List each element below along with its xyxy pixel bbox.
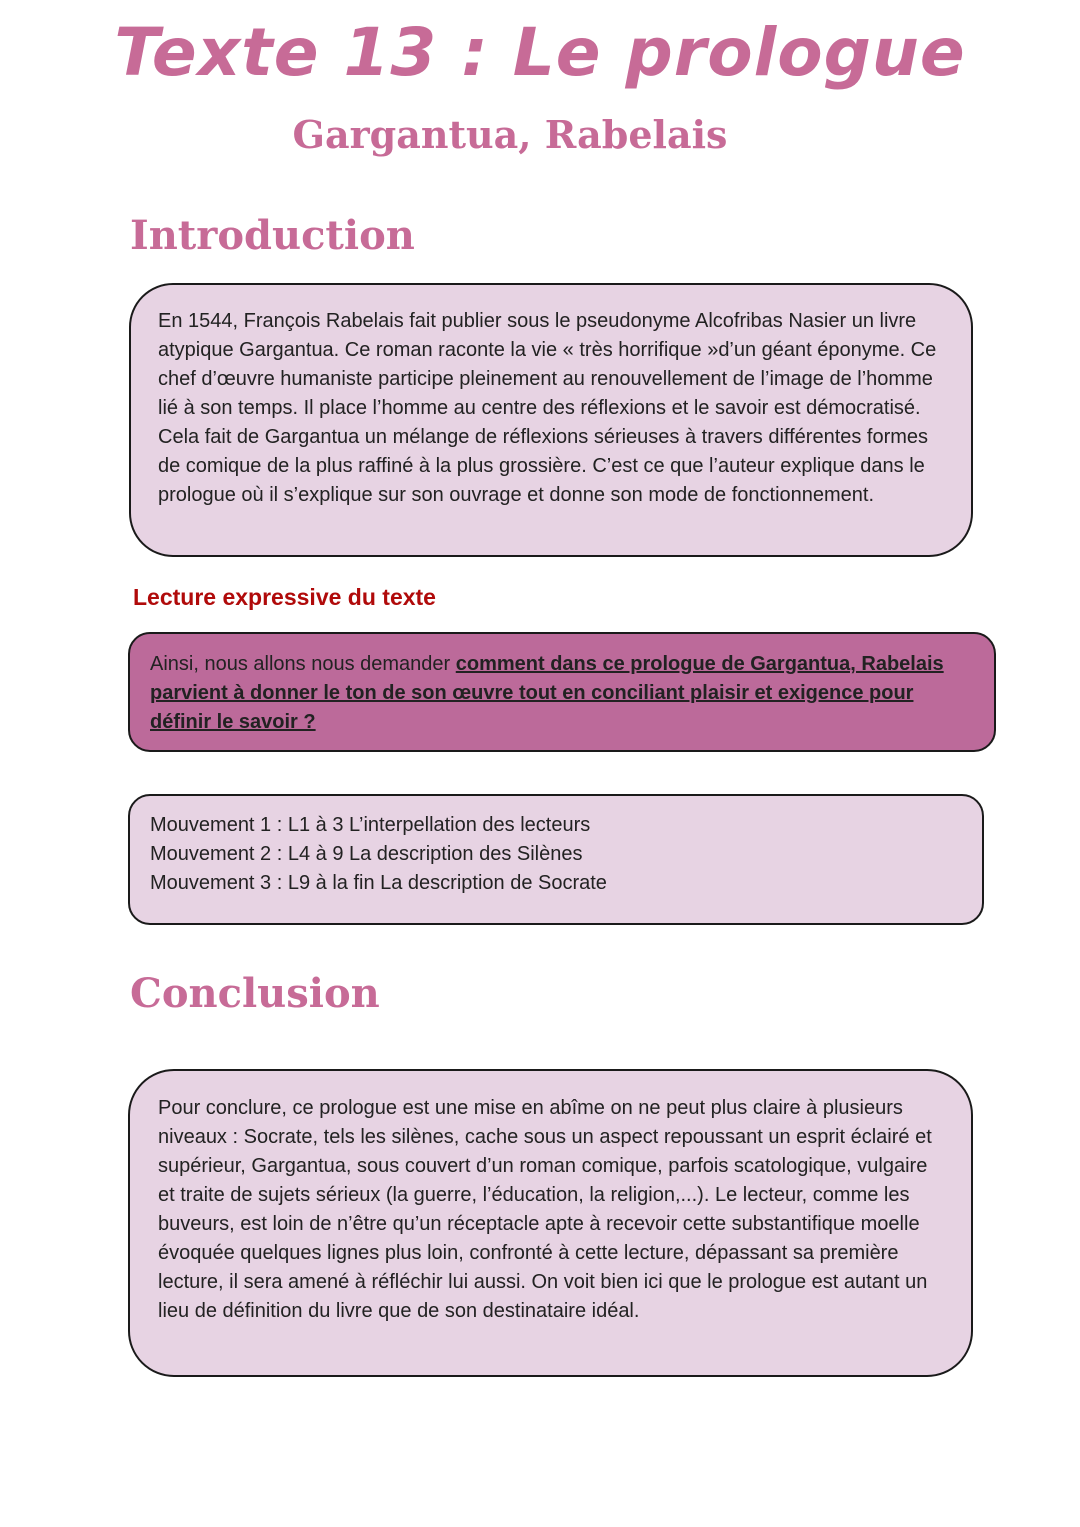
movements-box xyxy=(128,794,984,925)
problematique-box xyxy=(128,632,996,752)
introduction-text: En 1544, François Rabelais fait publier sous le pseudonyme Alcofribas Nasier un livre atypique Gargantua. Ce roman raconte la vie « très horrifique »d’un géant éponyme. Ce chef d’œuvre humaniste participe pleinement au renouvellement de l’image de l’homme lié à son temps. Il place l’homme au centre des réflexions et le savoir est démocratisé. Cela fait de Gargantua un mélange de réflexions sérieuses à travers différentes formes de comique de la plus raffiné à la plus grossière. C’est ce que l’auteur explique dans le prologue où il s’explique sur son ouvrage et donne son mode de fonctionnement. xyxy=(158,310,937,506)
page-subtitle: Gargantua, Rabelais xyxy=(292,112,728,157)
introduction-box xyxy=(129,283,973,557)
conclusion-text: Pour conclure, ce prologue est une mise en abîme on ne peut plus claire à plusieurs niveaux : Socrate, tels les silènes, cache sous un aspect repoussant un esprit éclairé et supérieur, Gargantua, sous couvert d’un roman comique, parfois scatologique, vulgaire et traite de sujets sérieux (la guerre, l’éducation, la religion,...). Le lecteur, comme les buveurs, est loin de n’être qu’un réceptacle apte à recevoir cette substantifique moelle évoquée quelques lignes plus loin, confronté à cette lecture, dépassant sa première lecture, il sera amené à réfléchir lui aussi. On voit bien ici que le prologue est autant un lieu de définition du livre que de son destinataire idéal. xyxy=(158,1097,932,1322)
introduction-heading: Introduction xyxy=(130,212,415,259)
conclusion-box xyxy=(128,1069,973,1377)
movement-2: Mouvement 2 : L4 à 9 La description des Silènes xyxy=(150,843,583,865)
page-title: Texte 13 : Le prologue xyxy=(114,14,966,91)
lecture-label: Lecture expressive du texte xyxy=(133,584,436,610)
problematique-question: comment dans ce prologue de Gargantua, Rabelais parvient à donner le ton de son œuvre tout en conciliant plaisir et exigence pour définir le savoir ? xyxy=(150,653,944,733)
problematique-text xyxy=(150,650,974,737)
movement-3: Mouvement 3 : L9 à la fin La description de Socrate xyxy=(150,872,607,894)
movement-1: Mouvement 1 : L1 à 3 L’interpellation des lecteurs xyxy=(150,814,591,836)
problematique-lead: Ainsi, nous allons nous demander xyxy=(150,653,456,675)
conclusion-heading: Conclusion xyxy=(130,970,380,1017)
